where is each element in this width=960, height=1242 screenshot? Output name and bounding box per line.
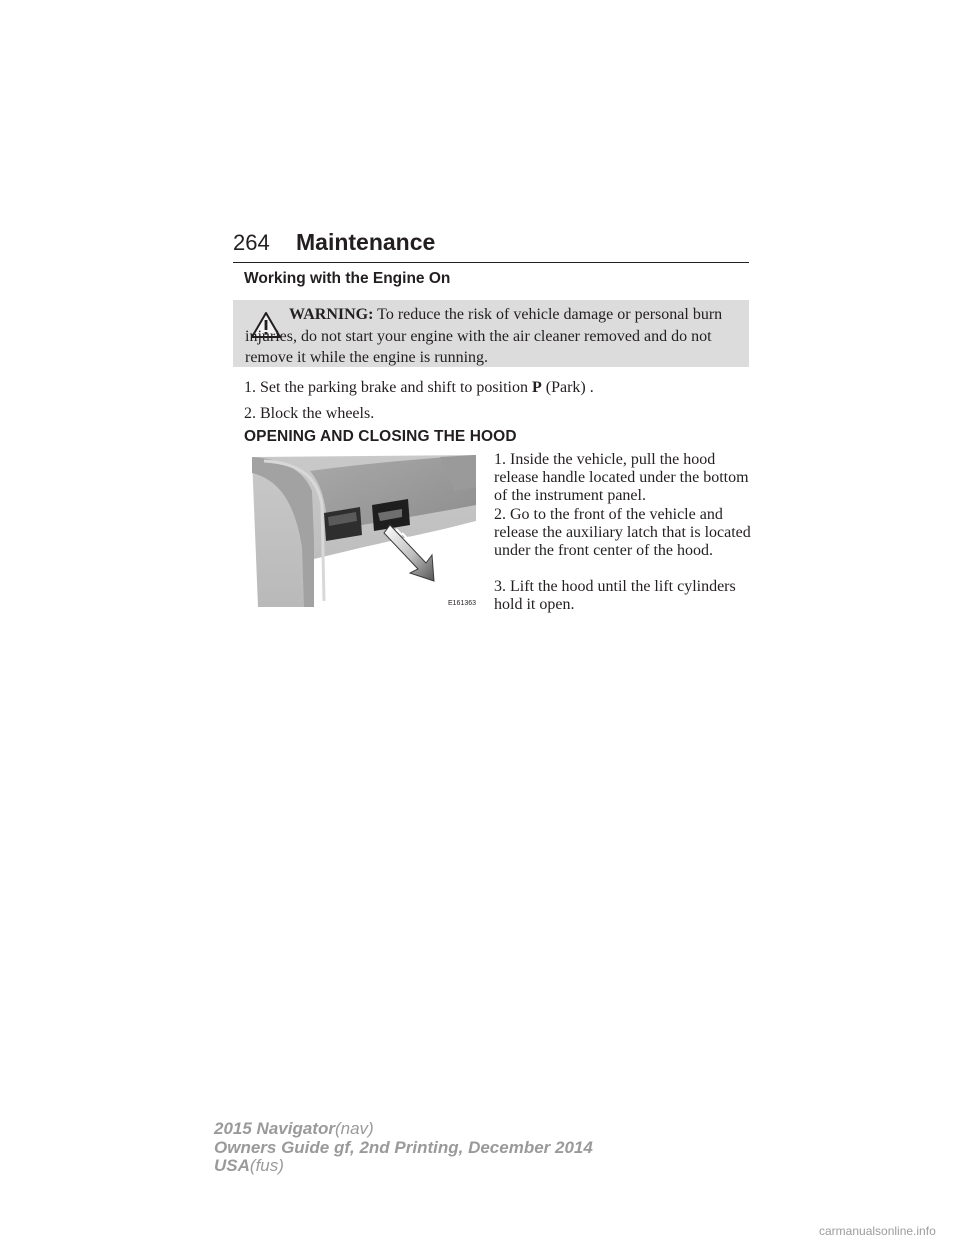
page-number: 264 [233,230,270,255]
footer-model-code: (nav) [334,1119,374,1138]
hood-step-1: 1. Inside the vehicle, pull the hood release handle located under the bottom of the instrument panel. [494,451,749,504]
watermark: carmanualsonline.info [819,1224,936,1238]
footer-market-code: (fus) [249,1156,284,1175]
footer-guide-line [214,1139,593,1158]
footer-market: USA [214,1156,250,1175]
step-1-text: 1. Set the parking brake and shift to position [244,379,528,396]
section-heading: OPENING AND CLOSING THE HOOD [244,428,517,445]
sub-heading: Working with the Engine On [244,270,451,287]
warning-label: WARNING: [289,306,374,323]
footer-model: 2015 Navigator [214,1119,335,1138]
page-header [233,228,749,263]
hood-release-handle-illustration [244,451,484,611]
figure-label: E161363 [448,600,477,607]
chapter-title: Maintenance [296,229,436,255]
warning-box [233,300,749,367]
step-block-wheels: 2. Block the wheels. [244,405,375,422]
step-parking-brake [244,378,594,398]
hood-step-2: 2. Go to the front of the vehicle and release the auxiliary latch that is located under the front center of the hood. [494,506,751,559]
footer-guide: Owners Guide gf, 2nd Printing, December 2014 [214,1137,593,1157]
footer-market-line [214,1157,593,1176]
hood-step-3: 3. Lift the hood until the lift cylinders hold it open. [494,578,736,613]
footer-model-line [214,1120,593,1139]
warning-text [245,304,745,369]
page-footer [214,1120,593,1176]
step-1-suffix: (Park) . [545,379,594,396]
warning-body: To reduce the risk of vehicle damage or personal burn injuries, do not start your engine with the air cleaner removed and do not remove it while the engine is running. [245,306,723,366]
park-position-letter: P [531,379,542,396]
